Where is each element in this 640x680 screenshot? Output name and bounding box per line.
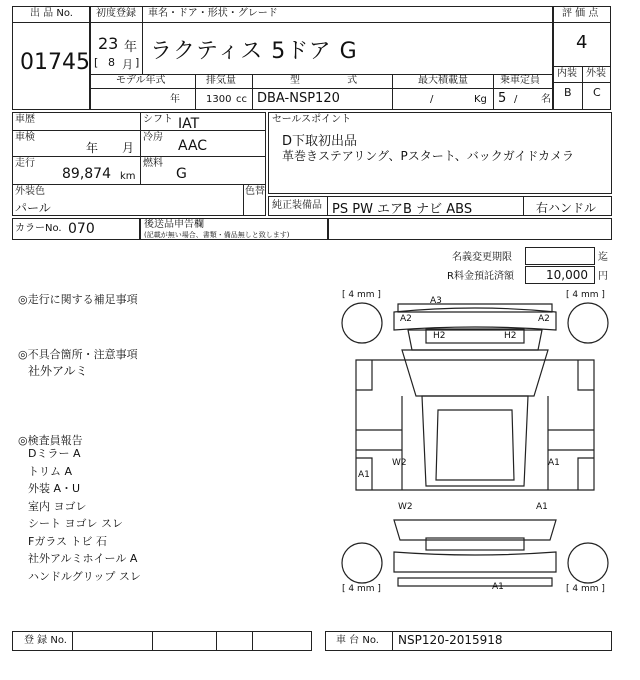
report-item: 外装 A・U: [28, 482, 81, 495]
chassis-number-label: 車 台 No.: [336, 635, 379, 646]
report-item: 社外アルミホイール A: [28, 552, 138, 565]
first-registration-label: 初度登録: [96, 8, 136, 19]
displacement-value: 1300: [206, 94, 232, 105]
car-damage-diagram: [338, 290, 612, 600]
registration-month: 8: [108, 56, 115, 69]
postal-items-note: (記載が無い場合、書類・備品無しと致します): [144, 231, 290, 239]
chassis-number: NSP120-2015918: [398, 633, 503, 647]
interior-label: 内装: [557, 68, 577, 79]
car-outline: [338, 290, 612, 600]
mileage-label: 走行: [15, 158, 35, 169]
shift-value: IAT: [178, 116, 200, 132]
damage-a1-left: A1: [358, 470, 370, 480]
report-item: ハンドルグリップ スレ: [28, 569, 141, 583]
fuel-label: 燃料: [143, 158, 163, 169]
damage-a1-rear: A1: [492, 582, 504, 592]
fuel-value: G: [176, 166, 187, 182]
model-year-label: モデル年式: [116, 75, 166, 86]
score-value: 4: [576, 32, 588, 53]
max-load-unit: Kg: [474, 94, 487, 105]
postal-items-label: 後送品申告欄: [144, 219, 204, 230]
color-number-label: カラーNo.: [15, 223, 62, 234]
max-load-slash: /: [430, 94, 434, 105]
inspection-year-unit: 年: [86, 141, 99, 155]
repaint-label: 色替: [245, 186, 265, 197]
displacement-label: 排気量: [206, 75, 236, 86]
registration-year: 23: [98, 34, 119, 53]
exterior-label: 外装: [586, 68, 606, 79]
recycle-fee-unit: 円: [598, 271, 608, 282]
tire-rear-left-depth: [ 4 mm ]: [342, 584, 381, 594]
inspection-label: 車検: [15, 132, 35, 143]
capacity-unit: 名: [541, 94, 551, 105]
inspector-report-label: ◎検査員報告: [18, 434, 83, 447]
lot-number-label: 出 品 No.: [30, 8, 73, 19]
equipment-items: PS PW エアB ナビ ABS: [332, 202, 473, 217]
mileage-unit: km: [120, 171, 136, 182]
registration-month-open: [: [94, 56, 99, 69]
ac-label: 冷房: [143, 132, 163, 143]
sales-point-line2: 革巻きステアリング、Pスタート、バックガイドカメラ: [282, 149, 574, 163]
report-item: シート ヨゴレ スレ: [28, 517, 123, 530]
registration-month-unit: 月: [122, 58, 133, 71]
postal-items-extra: [328, 218, 612, 240]
damage-w2-upper: W2: [392, 458, 407, 468]
recycle-fee-amount: 10,000: [546, 268, 588, 282]
tire-front-left-depth: [ 4 mm ]: [342, 290, 381, 300]
registration-month-close: ]: [135, 56, 140, 69]
defect-note-1: 社外アルミ: [28, 364, 88, 378]
inspector-report-list: [28, 445, 141, 585]
damage-w2-lower: W2: [398, 502, 413, 512]
report-item: トリム A: [28, 464, 73, 478]
damage-h2-left: H2: [433, 331, 446, 341]
damage-a3: A3: [430, 296, 442, 306]
mileage-value: 89,874: [62, 166, 111, 182]
report-item: Fガラス トビ 石: [28, 534, 107, 548]
shift-label: シフト: [143, 114, 173, 125]
name-change-box: [525, 247, 595, 265]
max-load-label: 最大積載量: [418, 75, 468, 86]
color-number-value: 070: [68, 221, 95, 237]
damage-a1-right-upper: A1: [548, 458, 560, 468]
interior-grade: B: [564, 86, 572, 99]
registration-number-label: 登 録 No.: [24, 635, 67, 646]
capacity-slash: /: [514, 94, 518, 105]
name-change-unit: 迄: [598, 252, 608, 263]
type-label: 型 式: [290, 75, 358, 86]
registration-year-unit: 年: [124, 40, 138, 55]
car-name: ラクティス 5ドア G: [150, 39, 358, 64]
capacity-label: 乗車定員: [500, 75, 540, 86]
lot-number: 01745: [20, 50, 90, 75]
history-label: 車歴: [15, 114, 35, 125]
recycle-fee-label: R料金預託済額: [447, 271, 514, 282]
exterior-color-value: パール: [15, 201, 51, 215]
defect-notes-label: ◎不具合箇所・注意事項: [18, 348, 138, 361]
car-name-label: 車名・ドア・形状・グレード: [148, 8, 278, 19]
damage-a2-left: A2: [400, 314, 412, 324]
damage-a2-right: A2: [538, 314, 550, 324]
damage-a1-right-lower: A1: [536, 502, 548, 512]
name-change-label: 名義変更期限: [452, 252, 512, 263]
sales-point-line1: D下取初出品: [282, 134, 358, 149]
model-year-unit: 年: [170, 94, 180, 105]
tire-front-right-depth: [ 4 mm ]: [566, 290, 605, 300]
damage-h2-right: H2: [504, 331, 517, 341]
report-item: 室内 ヨゴレ: [28, 499, 87, 513]
tire-rear-right-depth: [ 4 mm ]: [566, 584, 605, 594]
handle-side: 右ハンドル: [536, 201, 597, 215]
displacement-unit: cc: [236, 94, 247, 105]
ac-value: AAC: [178, 138, 208, 154]
inspection-month-unit: 月: [122, 141, 135, 155]
report-item: Dミラー A: [28, 447, 81, 460]
score-label: 評 価 点: [562, 8, 599, 19]
exterior-color-label: 外装色: [15, 186, 45, 197]
driving-notes-label: ◎走行に関する補足事項: [18, 293, 138, 306]
model-type: DBA-NSP120: [257, 91, 340, 106]
sales-point-label: セールスポイント: [272, 114, 352, 125]
exterior-grade: C: [593, 86, 601, 99]
capacity-value: 5: [498, 91, 507, 106]
equipment-label: 純正装備品: [272, 200, 322, 211]
